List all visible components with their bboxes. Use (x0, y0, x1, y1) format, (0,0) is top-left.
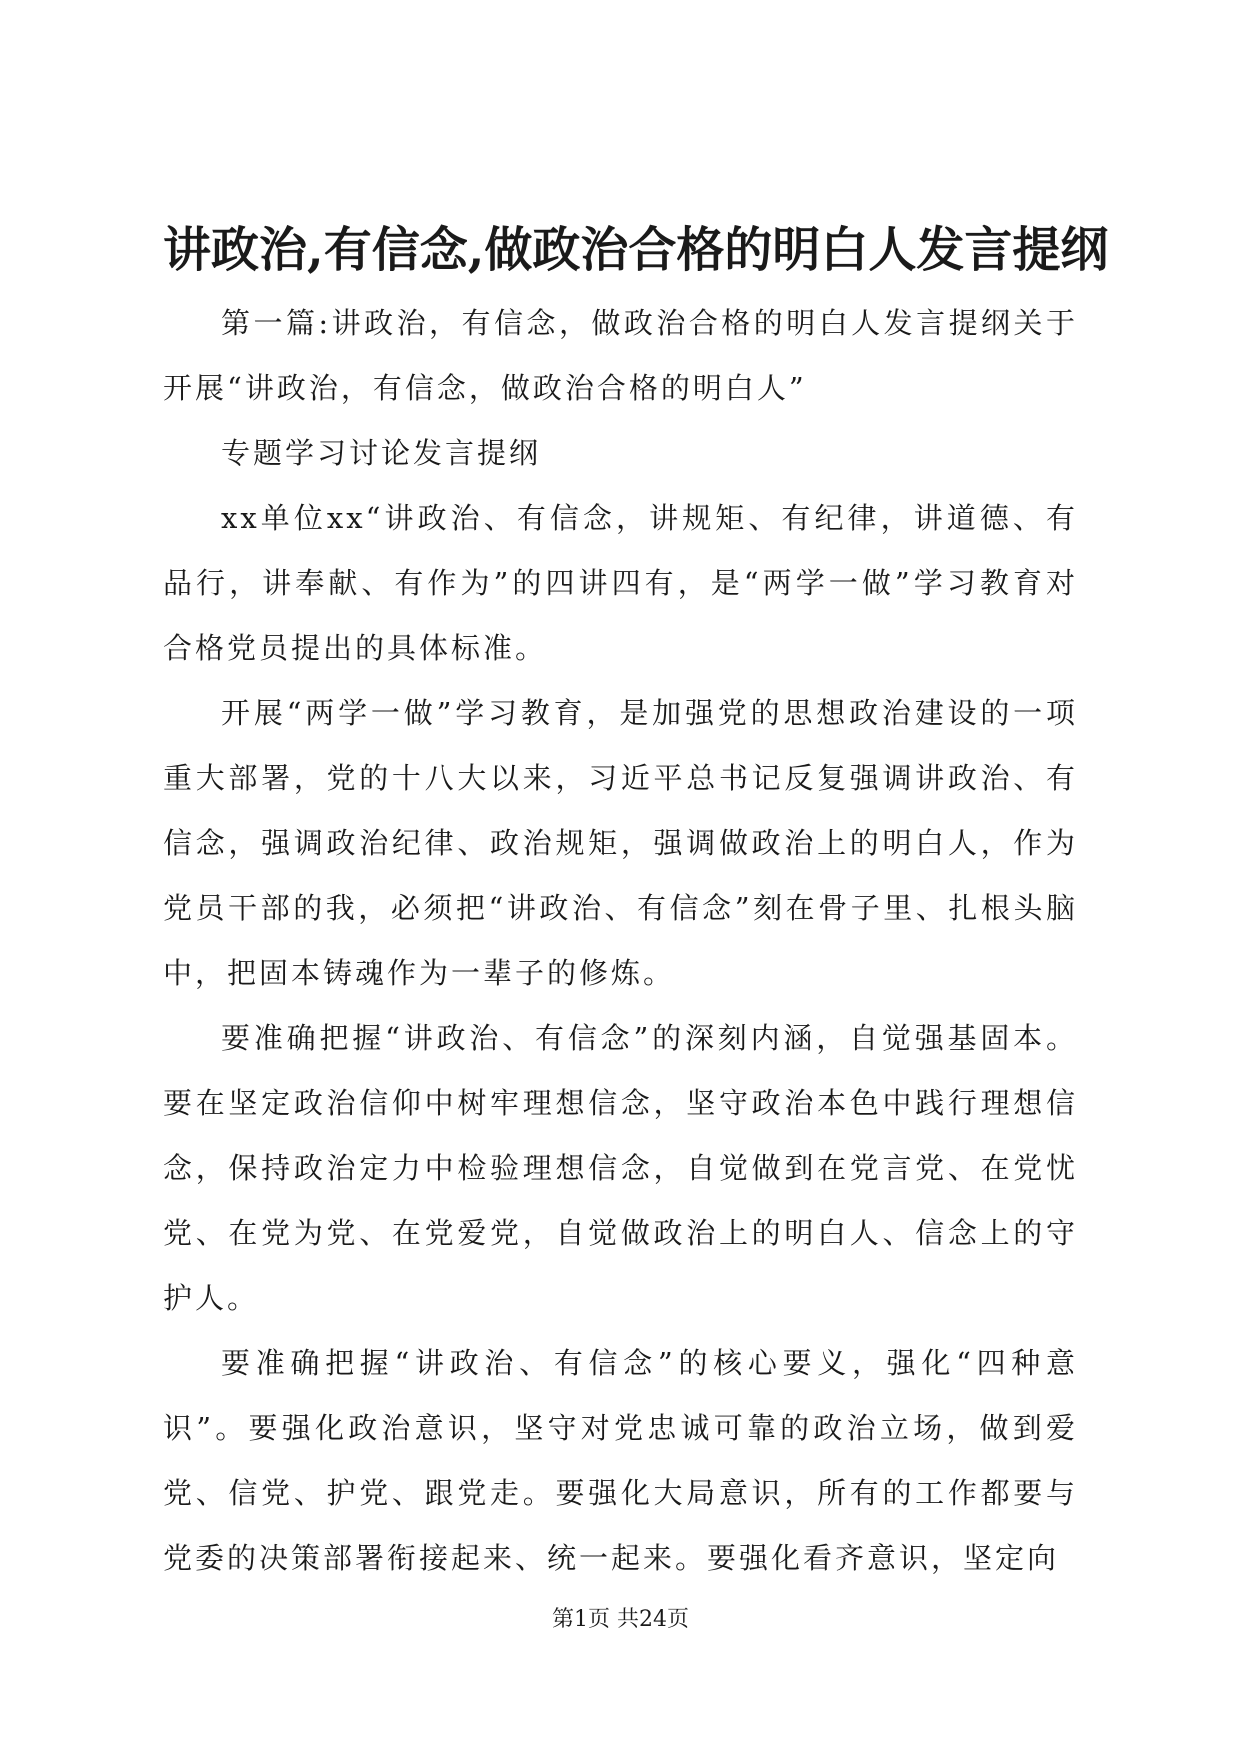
paragraph-3: xx单位xx“讲政治、有信念，讲规矩、有纪律，讲道德、有品行，讲奉献、有作为”的四讲四有，是“两学一做”学习教育对合格党员提出的具体标准。 (163, 501, 1078, 665)
paragraph-1: 第一篇:讲政治，有信念，做政治合格的明白人发言提纲关于开展“讲政治，有信念，做政治合格的明白人” (163, 306, 1078, 405)
document-title: 讲政治,有信念,做政治合格的明白人发言提纲 (163, 222, 1109, 278)
paragraph-6: 要准确把握“讲政治、有信念”的核心要义，强化“四种意识”。要强化政治意识，坚守对党忠诚可靠的政治立场，做到爱党、信党、护党、跟党走。要强化大局意识，所有的工作都要与党委的决策部署衔接起来、统一起来。要强化看齐意识，坚定向 (163, 1346, 1078, 1575)
page-footer: 第1页 共24页 (552, 1607, 689, 1632)
paragraph-5: 要准确把握“讲政治、有信念”的深刻内涵，自觉强基固本。要在坚定政治信仰中树牢理想信念，坚守政治本色中践行理想信念，保持政治定力中检验理想信念，自觉做到在党言党、在党忧党、在党为党、在党爱党，自觉做政治上的明白人、信念上的守护人。 (163, 1021, 1078, 1315)
paragraph-4: 开展“两学一做”学习教育，是加强党的思想政治建设的一项重大部署，党的十八大以来，习近平总书记反复强调讲政治、有信念，强调政治纪律、政治规矩，强调做政治上的明白人，作为党员干部的我，必须把“讲政治、有信念”刻在骨子里、扎根头脑中，把固本铸魂作为一辈子的修炼。 (163, 696, 1078, 990)
document-body (163, 291, 1078, 1591)
paragraph-2: 专题学习讨论发言提纲 (221, 436, 542, 470)
